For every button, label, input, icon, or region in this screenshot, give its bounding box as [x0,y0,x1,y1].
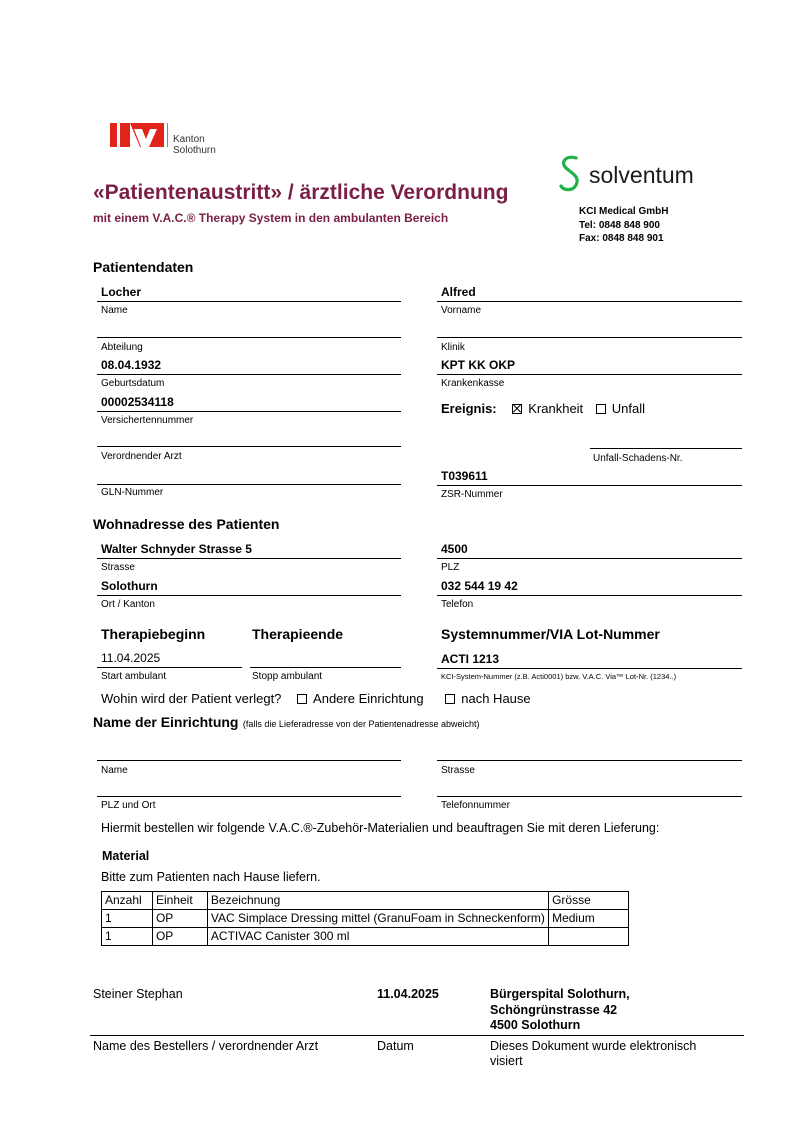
facility-strasse-line [437,760,742,761]
krankheit-label: Krankheit [528,401,584,416]
andere-einrichtung-checkbox[interactable] [297,694,307,704]
therapieende-title: Therapieende [252,626,344,642]
plz-value[interactable]: 4500 [441,542,468,556]
system-label: KCI-System-Nummer (z.B. Acti0001) bzw. V.A.C. Via™ Lot-Nr. (1234..) [441,672,677,681]
material-title: Material [102,849,150,863]
table-row [102,910,629,928]
gln-label: GLN-Nummer [101,487,164,498]
canton-logo-text: Kanton Solothurn [173,134,216,156]
abteilung-label: Abteilung [101,342,143,353]
facility-section-note: (falls die Lieferadresse von der Patientenadresse abweicht) [242,719,480,729]
unfall-checkbox[interactable] [596,404,606,414]
facility-plz-ort-label: PLZ und Ort [101,800,156,811]
unfall-nr-label: Unfall-Schadens-Nr. [593,453,683,464]
besteller-label: Name des Bestellers / verordnender Arzt [93,1039,319,1053]
arzt-label: Verordnender Arzt [101,451,182,462]
logo-divider [167,123,168,147]
stopp-line [250,667,401,668]
solventum-logo [557,155,707,195]
date-label: Datum [377,1039,414,1053]
col-einheit: Einheit [152,892,207,910]
name-line [97,301,401,302]
ort-line [97,595,401,596]
telefon-value[interactable]: 032 544 19 42 [441,579,518,593]
nach-hause-checkbox[interactable] [445,694,455,704]
ereignis-label: Ereignis: [441,401,497,416]
facility-name-line [97,760,401,761]
cell-groesse: Medium [549,910,629,928]
unfall-nr-line [590,448,742,449]
hospital-line1: Bürgerspital Solothurn, [490,987,630,1001]
cell-anzahl: 1 [102,928,153,946]
klinik-label: Klinik [441,342,465,353]
geburtsdatum-line [97,374,401,375]
plz-line [437,558,742,559]
krankenkasse-line [437,374,742,375]
patient-name-value[interactable]: Locher [101,285,142,299]
zsr-label: ZSR-Nummer [441,489,503,500]
besteller-name: Steiner Stephan [93,987,183,1001]
cell-einheit: OP [152,910,207,928]
strasse-label: Strasse [101,562,135,573]
unfall-label: Unfall [611,401,646,416]
table-row [102,928,629,946]
versichertennummer-line [97,411,401,412]
cell-groesse [549,928,629,946]
col-anzahl: Anzahl [102,892,153,910]
krankenkasse-value[interactable]: KPT KK OKP [441,358,516,372]
company-fax: Fax: 0848 848 901 [579,233,664,244]
col-groesse: Grösse [549,892,629,910]
krankheit-checkbox[interactable] [512,404,522,414]
signature-date: 11.04.2025 [377,987,439,1001]
ereignis-row [441,401,645,416]
telefon-label: Telefon [441,599,474,610]
facility-heading [93,714,480,732]
order-intro: Hiermit bestellen wir folgende V.A.C.®-Zubehör-Materialien und beauftragen Sie mit deren Lieferung: [101,821,660,835]
canton-logo [110,123,250,156]
verlegt-question: Wohin wird der Patient verlegt? [101,691,282,706]
krankenkasse-label: Krankenkasse [441,378,505,389]
company-name: KCI Medical GmbH [579,206,669,217]
material-table [101,891,629,946]
document-title: «Patientenaustritt» / ärztliche Verordnung [93,181,509,204]
patient-section-title: Patientendaten [93,259,194,275]
vorname-line [437,301,742,302]
andere-einrichtung-label: Andere Einrichtung [313,691,424,706]
start-line [97,667,242,668]
verlegt-row [101,691,531,706]
start-ambulant-value[interactable]: 11.04.2025 [101,651,161,665]
solventum-s-icon [557,155,583,198]
name-label: Name [101,305,128,316]
stopp-label: Stopp ambulant [252,671,323,682]
start-label: Start ambulant [101,671,167,682]
delivery-note: Bitte zum Patienten nach Hause liefern. [101,870,321,884]
facility-plz-line [97,796,401,797]
company-tel: Tel: 0848 848 900 [579,220,660,231]
brand-logo-text: solventum [589,162,694,188]
facility-section-title: Name der Einrichtung [93,714,239,730]
cell-bezeichnung: ACTIVAC Canister 300 ml [207,928,548,946]
hospital-line3: 4500 Solothurn [490,1018,581,1032]
visiert-label: Dieses Dokument wurde elektronisch visiert [490,1039,697,1068]
abteilung-line [97,337,401,338]
cell-bezeichnung: VAC Simplace Dressing mittel (GranuFoam in Schneckenform) [207,910,548,928]
facility-name-label: Name [101,765,128,776]
address-section-title: Wohnadresse des Patienten [93,516,280,532]
table-header-row [102,892,629,910]
zsr-line [437,485,742,486]
ort-value[interactable]: Solothurn [101,579,158,593]
col-bezeichnung: Bezeichnung [207,892,548,910]
therapiebeginn-title: Therapiebeginn [101,626,206,642]
system-number-value[interactable]: ACTI 1213 [441,652,500,666]
gln-line [97,484,401,485]
cell-anzahl: 1 [102,910,153,928]
cell-einheit: OP [152,928,207,946]
telefon-line [437,595,742,596]
strasse-line [97,558,401,559]
arzt-top-line [97,446,401,447]
facility-telefon-label: Telefonnummer [441,800,510,811]
ort-label: Ort / Kanton [101,599,155,610]
zsr-value[interactable]: T039611 [441,469,488,483]
klinik-line [437,337,742,338]
signature-line [90,1035,744,1036]
document-subtitle: mit einem V.A.C.® Therapy System in den ambulanten Bereich [93,211,449,225]
geburtsdatum-value[interactable]: 08.04.1932 [101,358,162,372]
versichertennummer-label: Versichertennummer [101,415,194,426]
geburtsdatum-label: Geburtsdatum [101,378,165,389]
hospital-line2: Schöngrünstrasse 42 [490,1003,618,1017]
versichertennummer-value[interactable]: 00002534118 [101,395,174,409]
facility-strasse-label: Strasse [441,765,475,776]
strasse-value[interactable]: Walter Schnyder Strasse 5 [101,542,252,556]
facility-telefon-line [437,796,742,797]
patient-vorname-value[interactable]: Alfred [441,285,476,299]
vorname-label: Vorname [441,305,482,316]
system-line [437,668,742,669]
nach-hause-label: nach Hause [461,691,531,706]
canton-emblem-icon [110,123,164,147]
systemnummer-title: Systemnummer/VIA Lot-Nummer [441,626,660,642]
plz-label: PLZ [441,562,460,573]
